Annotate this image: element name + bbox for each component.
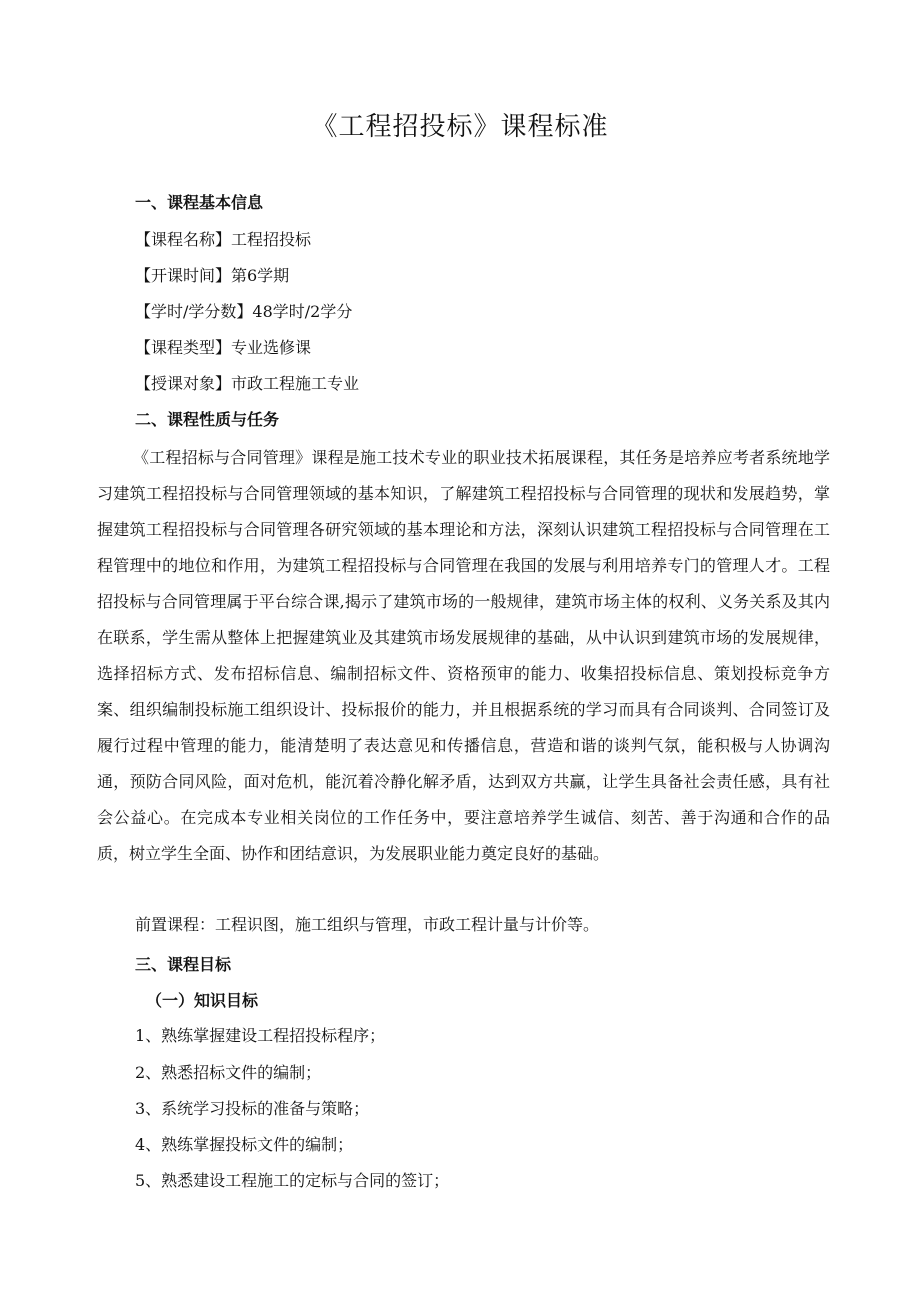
document-title: 《工程招投标》课程标准 — [311, 112, 609, 142]
info-hours-credits: 【学时/学分数】48学时/2学分 — [135, 302, 353, 321]
prerequisite-courses: 前置课程：工程识图，施工组织与管理，市政工程计量与计价等。 — [135, 915, 600, 934]
subheading-knowledge-objectives: （一）知识目标 — [146, 991, 259, 1010]
section-heading-nature-tasks: 二、课程性质与任务 — [135, 410, 280, 429]
info-semester: 【开课时间】第6学期 — [135, 266, 290, 285]
section-heading-objectives: 三、课程目标 — [135, 955, 232, 974]
objective-item-2: 2、熟悉招标文件的编制； — [135, 1063, 322, 1082]
objective-item-4: 4、熟练掌握投标文件的编制； — [135, 1135, 354, 1154]
info-course-type: 【课程类型】专业选修课 — [135, 338, 312, 357]
objective-item-3: 3、系统学习投标的准备与策略； — [135, 1099, 370, 1118]
section-heading-basic-info: 一、课程基本信息 — [135, 193, 264, 212]
info-course-name: 【课程名称】工程招投标 — [135, 230, 312, 249]
objective-item-5: 5、熟悉建设工程施工的定标与合同的签订； — [135, 1171, 450, 1190]
course-description-paragraph: 《工程招标与合同管理》课程是施工技术专业的职业技术拓展课程，其任务是培养应考者系统地学习建筑工程招投标与合同管理领域的基本知识，了解建筑工程招投标与合同管理的现状和发展趋势，掌握建筑工程招投标与合同管理各研究领域的基本理论和方法，深刻认识建筑工程招投标与合同管理在工程管理中的地位和作用，为建筑工程招投标与合同管理在我国的发展与利用培养专门的管理人才。工程招投标与合同管理属于平台综合课,揭示了建筑市场的一般规律，建筑市场主体的权利、义务关系及其内在联系，学生需从整体上把握建筑业及其建筑市场发展规律的基础，从中认识到建筑市场的发展规律，选择招标方式、发布招标信息、编制招标文件、资格预审的能力、收集招投标信息、策划投标竞争方案、组织编制投标施工组织设计、投标报价的能力，并且根据系统的学习而具有合同谈判、合同签订及履行过程中管理的能力，能清楚明了表达意见和传播信息，营造和谐的谈判气氛，能积极与人协调沟通，预防合同风险，面对危机，能沉着冷静化解矛盾，达到双方共赢，让学生具备社会责任感，具有社会公益心。在完成本专业相关岗位的工作任务中，要注意培养学生诚信、刻苦、善于沟通和合作的品质，树立学生全面、协作和团结意识，为发展职业能力奠定良好的基础。 — [97, 448, 830, 863]
objective-item-1: 1、熟练掌握建设工程招投标程序； — [135, 1026, 386, 1045]
info-audience: 【授课对象】市政工程施工专业 — [135, 374, 360, 393]
